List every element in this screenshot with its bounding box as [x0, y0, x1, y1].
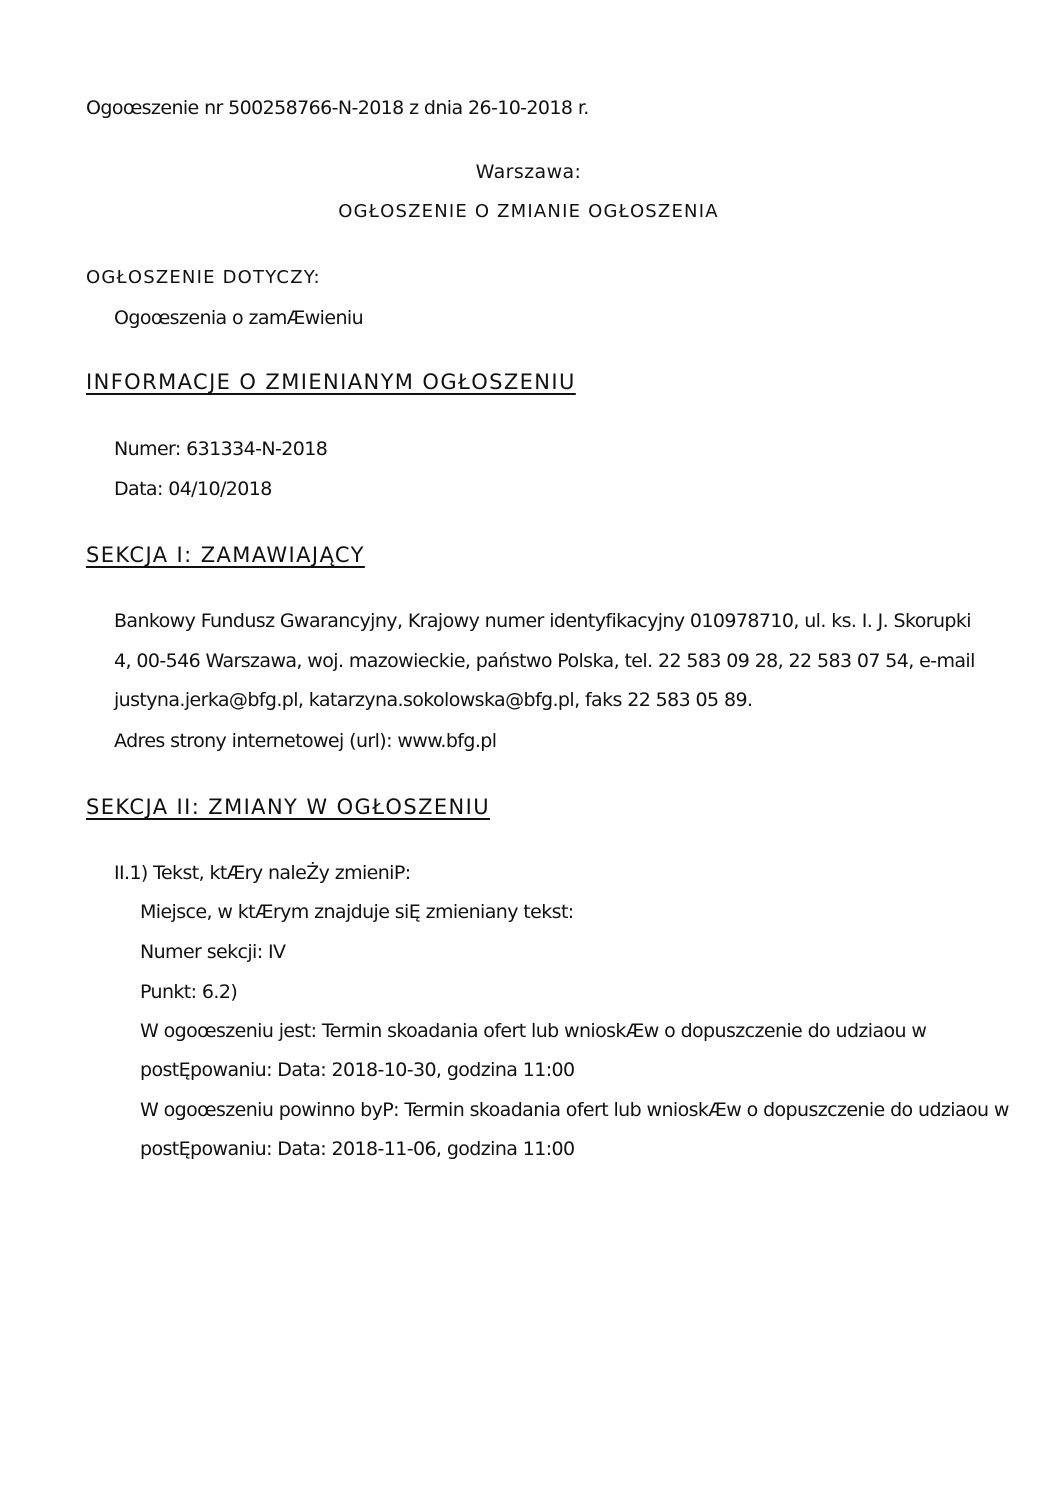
section2-line: Miejsce, w ktÆrym znajduje siĘ zmieniany tekst:	[140, 901, 574, 923]
section2-line: postĘpowaniu: Data: 2018-10-30, godzina 11:00	[140, 1059, 575, 1081]
document-title: OGŁOSZENIE O ZMIANIE OGŁOSZENIA	[338, 201, 719, 222]
section1-line: 4, 00-546 Warszawa, woj. mazowieckie, państwo Polska, tel. 22 583 09 28, 22 583 07 54, e-mail	[114, 650, 975, 672]
changed-notice-date: Data: 04/10/2018	[114, 478, 272, 500]
section1-line: justyna.jerka@bfg.pl, katarzyna.sokolowska@bfg.pl, faks 22 583 05 89.	[114, 689, 753, 711]
section2-heading: SEKCJA II: ZMIANY W OGŁOSZENIU	[86, 795, 490, 819]
section2-line: W ogoœszeniu jest: Termin skoadania ofert lub wnioskÆw o dopuszczenie do udziaou w	[140, 1020, 927, 1042]
section1-line: Adres strony internetowej (url): www.bfg.pl	[114, 730, 497, 752]
section2-line: Punkt: 6.2)	[140, 981, 238, 1003]
concerns-value: Ogoœszenia o zamÆwieniu	[114, 307, 364, 329]
notice-number-line: Ogoœszenie nr 500258766-N-2018 z dnia 26-10-2018 r.	[86, 97, 589, 119]
section1-heading: SEKCJA I: ZAMAWIAJĄCY	[86, 543, 365, 567]
city: Warszawa:	[475, 161, 582, 183]
section1-line: Bankowy Fundusz Gwarancyjny, Krajowy numer identyfikacyjny 010978710, ul. ks. I. J. Skorupki	[114, 610, 971, 632]
concerns-label: OGŁOSZENIE DOTYCZY:	[86, 267, 321, 288]
section2-item-title: II.1) Tekst, ktÆry naleŻy zmieniP:	[114, 862, 411, 884]
section2-line: postĘpowaniu: Data: 2018-11-06, godzina 11:00	[140, 1138, 575, 1160]
changed-notice-heading: INFORMACJE O ZMIENIANYM OGŁOSZENIU	[86, 370, 576, 394]
changed-notice-number: Numer: 631334-N-2018	[114, 438, 328, 460]
section2-line: W ogoœszeniu powinno byP: Termin skoadania ofert lub wnioskÆw o dopuszczenie do udziaou w	[140, 1099, 1009, 1121]
section2-line: Numer sekcji: IV	[140, 941, 286, 963]
